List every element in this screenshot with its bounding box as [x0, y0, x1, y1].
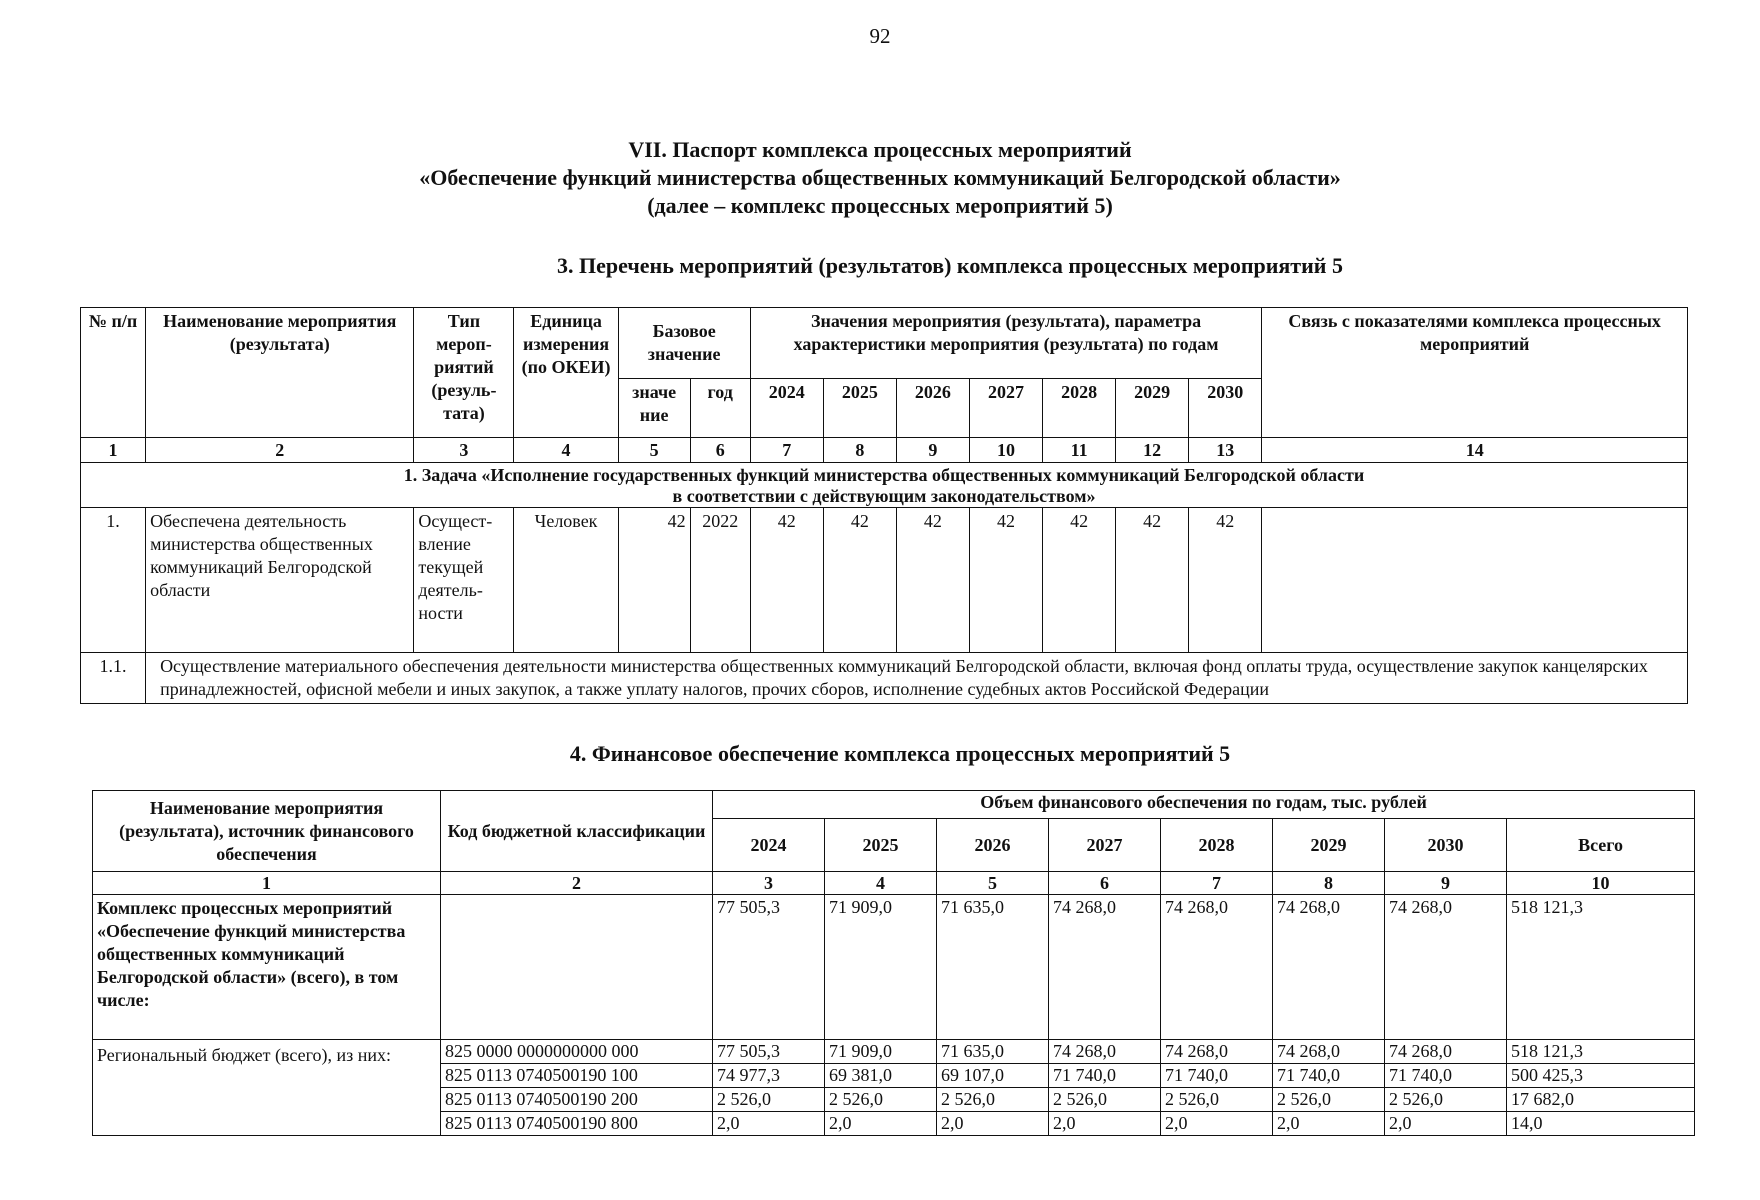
- regional-budget-name: Региональный бюджет (всего), из них:: [93, 1040, 441, 1136]
- column-number: 14: [1262, 438, 1688, 463]
- subactivity-row: [81, 653, 1688, 704]
- section-3-title: 3. Перечень мероприятий (результатов) комплекса процессных мероприятий 5: [557, 253, 1343, 278]
- activity-type: Осущест-вление текущей деятель-ности: [414, 508, 514, 653]
- header-unit: Единица измерения (по ОКЕИ): [514, 308, 618, 438]
- fin-column-number-row: [93, 872, 1695, 895]
- header-year: 2028: [1043, 379, 1116, 438]
- budget-value: 2 526,0: [937, 1088, 1049, 1112]
- fin-column-number: 8: [1273, 872, 1385, 895]
- complex-value: 71 635,0: [937, 895, 1049, 1040]
- header-year: 2025: [823, 379, 896, 438]
- fin-header-year: 2029: [1273, 819, 1385, 872]
- budget-value: 2,0: [937, 1112, 1049, 1136]
- activities-table: [80, 307, 1688, 704]
- budget-value: 77 505,3: [713, 1040, 825, 1064]
- activity-base-value: 42: [618, 508, 690, 653]
- budget-total: 500 425,3: [1507, 1064, 1695, 1088]
- activity-unit: Человек: [514, 508, 618, 653]
- header-base: Базовое значение: [618, 308, 750, 379]
- fin-column-number: 4: [825, 872, 937, 895]
- fin-header-code: Код бюджетной классификации: [441, 791, 713, 872]
- complex-value: 74 268,0: [1273, 895, 1385, 1040]
- budget-value: 71 740,0: [1161, 1064, 1273, 1088]
- budget-value: 2 526,0: [1161, 1088, 1273, 1112]
- fin-header-year: 2026: [937, 819, 1049, 872]
- column-number: 5: [618, 438, 690, 463]
- budget-value: 2,0: [1385, 1112, 1507, 1136]
- complex-total: 518 121,3: [1507, 895, 1695, 1040]
- fin-header-year: 2024: [713, 819, 825, 872]
- budget-value: 71 740,0: [1049, 1064, 1161, 1088]
- fin-header-year: 2028: [1161, 819, 1273, 872]
- fin-column-number: 6: [1049, 872, 1161, 895]
- header-year: 2029: [1116, 379, 1189, 438]
- budget-value: 2,0: [1273, 1112, 1385, 1136]
- budget-value: 74 268,0: [1161, 1040, 1273, 1064]
- budget-value: 2,0: [825, 1112, 937, 1136]
- budget-code: 825 0113 0740500190 800: [441, 1112, 713, 1136]
- complex-value: 77 505,3: [713, 895, 825, 1040]
- activity-num: 1.: [81, 508, 146, 653]
- budget-code: 825 0113 0740500190 200: [441, 1088, 713, 1112]
- activity-link: [1262, 508, 1688, 653]
- fin-header-year: 2025: [825, 819, 937, 872]
- column-number: 1: [81, 438, 146, 463]
- budget-total: 17 682,0: [1507, 1088, 1695, 1112]
- fin-header-name: Наименование мероприятия (результата), источник финансового обеспечения: [93, 791, 441, 872]
- activity-value: 42: [1189, 508, 1262, 653]
- budget-row: [93, 1040, 1695, 1064]
- activity-value: 42: [1043, 508, 1116, 653]
- budget-code: 825 0113 0740500190 100: [441, 1064, 713, 1088]
- document-title: [0, 136, 1760, 220]
- page-number: 92: [869, 24, 891, 48]
- title-line-1: VII. Паспорт комплекса процессных мероприятий: [628, 137, 1132, 162]
- header-link: Связь с показателями комплекса процессных мероприятий: [1262, 308, 1688, 438]
- fin-header-year: 2027: [1049, 819, 1161, 872]
- budget-value: 69 107,0: [937, 1064, 1049, 1088]
- activity-name: Обеспечена деятельность министерства общественных коммуникаций Белгородской области: [146, 508, 414, 653]
- column-number-row: [81, 438, 1688, 463]
- complex-value: 74 268,0: [1385, 895, 1507, 1040]
- title-line-2: «Обеспечение функций министерства общественных коммуникаций Белгородской области»: [419, 165, 1341, 190]
- complex-row: [93, 895, 1695, 1040]
- task-line-2: в соответствии с действующим законодательством»: [672, 486, 1096, 506]
- fin-column-number: 3: [713, 872, 825, 895]
- title-line-3: (далее – комплекс процессных мероприятий 5): [647, 193, 1113, 218]
- budget-value: 74 268,0: [1049, 1040, 1161, 1064]
- activity-row: [81, 508, 1688, 653]
- activity-value: 42: [1116, 508, 1189, 653]
- column-number: 6: [690, 438, 750, 463]
- financing-table: [92, 790, 1695, 1136]
- fin-column-number: 5: [937, 872, 1049, 895]
- fin-header-row-1: [93, 791, 1695, 819]
- fin-column-number: 1: [93, 872, 441, 895]
- budget-value: 2,0: [713, 1112, 825, 1136]
- complex-code: [441, 895, 713, 1040]
- activity-value: 42: [823, 508, 896, 653]
- activity-value: 42: [896, 508, 969, 653]
- budget-value: 71 740,0: [1385, 1064, 1507, 1088]
- column-number: 13: [1189, 438, 1262, 463]
- header-year: 2026: [896, 379, 969, 438]
- column-number: 10: [969, 438, 1042, 463]
- header-values: Значения мероприятия (результата), параметра характеристики мероприятия (результата) по годам: [750, 308, 1262, 379]
- activity-value: 42: [750, 508, 823, 653]
- fin-header-year: 2030: [1385, 819, 1507, 872]
- subactivity-text: Осуществление материального обеспечения деятельности министерства общественных коммуникаций Белгородской области, включая фонд оплаты труда, осуществление закупок канцелярских принадлежностей, офисной мебели и иных закупок, а также уплату налогов, прочих сборов, исполнение судебных актов Российской Федерации: [146, 653, 1688, 704]
- fin-header-volume: Объем финансового обеспечения по годам, тыс. рублей: [713, 791, 1695, 819]
- task-title: [81, 463, 1688, 508]
- complex-value: 74 268,0: [1161, 895, 1273, 1040]
- column-number: 8: [823, 438, 896, 463]
- budget-total: 14,0: [1507, 1112, 1695, 1136]
- complex-name: Комплекс процессных мероприятий «Обеспечение функций министерства общественных коммуникаций Белгородской области» (всего), в том числе:: [93, 895, 441, 1040]
- budget-value: 2 526,0: [825, 1088, 937, 1112]
- column-number: 7: [750, 438, 823, 463]
- header-num: № п/п: [81, 308, 146, 438]
- budget-value: 2 526,0: [713, 1088, 825, 1112]
- task-line-1: 1. Задача «Исполнение государственных функций министерства общественных коммуникаций Белгородской области: [403, 465, 1365, 485]
- header-row-1: [81, 308, 1688, 379]
- activity-base-year: 2022: [690, 508, 750, 653]
- column-number: 12: [1116, 438, 1189, 463]
- column-number: 4: [514, 438, 618, 463]
- budget-value: 71 909,0: [825, 1040, 937, 1064]
- budget-total: 518 121,3: [1507, 1040, 1695, 1064]
- budget-code: 825 0000 0000000000 000: [441, 1040, 713, 1064]
- budget-value: 74 977,3: [713, 1064, 825, 1088]
- activity-value: 42: [969, 508, 1042, 653]
- header-base-value: значе ние: [618, 379, 690, 438]
- header-type: Тип мероп-риятий (резуль-тата): [414, 308, 514, 438]
- budget-value: 2,0: [1161, 1112, 1273, 1136]
- subactivity-num: 1.1.: [81, 653, 146, 704]
- fin-column-number: 9: [1385, 872, 1507, 895]
- fin-column-number: 7: [1161, 872, 1273, 895]
- budget-value: 71 635,0: [937, 1040, 1049, 1064]
- budget-value: 2,0: [1049, 1112, 1161, 1136]
- budget-value: 74 268,0: [1273, 1040, 1385, 1064]
- budget-value: 71 740,0: [1273, 1064, 1385, 1088]
- header-base-year: год: [690, 379, 750, 438]
- budget-value: 2 526,0: [1049, 1088, 1161, 1112]
- header-year: 2024: [750, 379, 823, 438]
- complex-value: 71 909,0: [825, 895, 937, 1040]
- column-number: 9: [896, 438, 969, 463]
- column-number: 3: [414, 438, 514, 463]
- budget-value: 69 381,0: [825, 1064, 937, 1088]
- header-name: Наименование мероприятия (результата): [146, 308, 414, 438]
- header-year: 2027: [969, 379, 1042, 438]
- budget-value: 2 526,0: [1273, 1088, 1385, 1112]
- fin-header-total: Всего: [1507, 819, 1695, 872]
- fin-column-number: 10: [1507, 872, 1695, 895]
- fin-column-number: 2: [441, 872, 713, 895]
- budget-value: 2 526,0: [1385, 1088, 1507, 1112]
- budget-value: 74 268,0: [1385, 1040, 1507, 1064]
- task-row: [81, 463, 1688, 508]
- column-number: 2: [146, 438, 414, 463]
- header-year: 2030: [1189, 379, 1262, 438]
- section-4-title: 4. Финансовое обеспечение комплекса процессных мероприятий 5: [569, 741, 1231, 766]
- column-number: 11: [1043, 438, 1116, 463]
- complex-value: 74 268,0: [1049, 895, 1161, 1040]
